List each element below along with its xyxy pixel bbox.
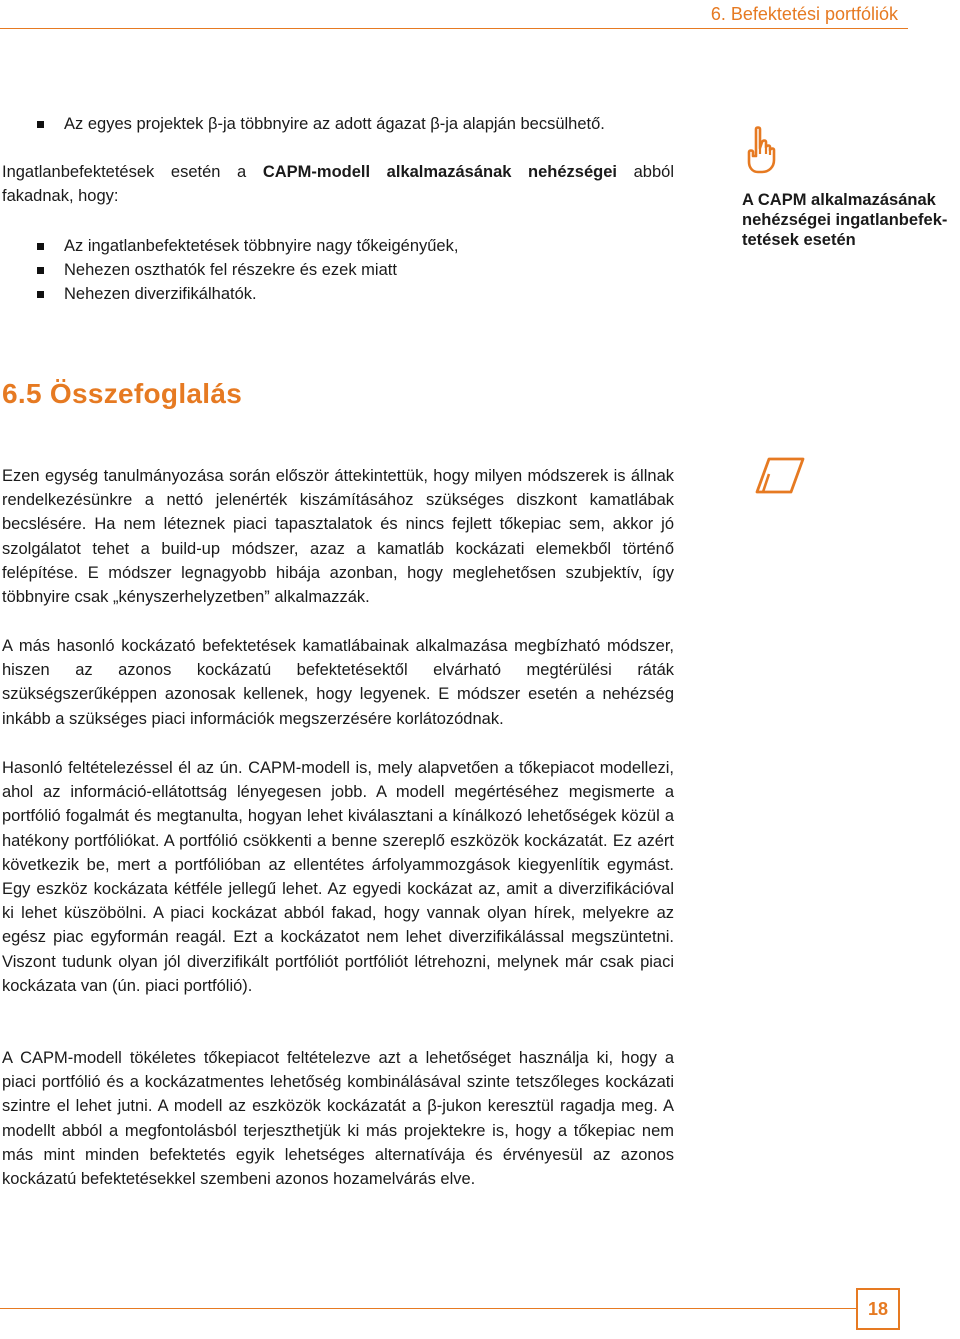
section-heading: 6.5 Összefoglalás bbox=[2, 378, 243, 409]
intro-bullet bbox=[37, 112, 605, 136]
side-note: A CAPM alkalmazásának nehézségei ingatlanbefek-tetések esetén bbox=[742, 191, 948, 249]
capm-paragraph-bold: CAPM-modell alkalmazásának nehézségei bbox=[262, 163, 618, 181]
bullet-marker bbox=[37, 291, 44, 298]
bullet-marker bbox=[37, 267, 44, 274]
summary-paragraph-2: A más hasonló kockázató befektetések kamatlábainak alkalmazása megbízható módszer, hiszen az azonos kockázatú befektetésektől elvárható megtérülési ráták szükségszerűképpen azonosak kellenek, hogy legyenek. E módszer esetén a nehézség inkább a szükséges piaci információk megszerzésére korlátozódnak. bbox=[2, 637, 674, 728]
capm-bullet-3 bbox=[37, 282, 257, 306]
capm-bullet-text: Nehezen diverzifikálhatók. bbox=[64, 285, 257, 303]
intro-bullet-text: Az egyes projektek β-ja többnyire az adott ágazat β-ja alapján becsülhető. bbox=[64, 115, 605, 133]
summary-paragraph-1: Ezen egység tanulmányozása során először áttekintettük, hogy milyen módszerek is állnak rendelkezésünkre a nettó jelenérték kiszámításához szükséges diszkont kamatlábak becslésére. Ha nem léteznek piaci tapasztalatok és nincs fejlett tőkepiac sem, akkor jó szolgálatot tehet a build-up módszer, azaz a kamatláb kockázati elemekből történő felépítése. E módszer legnagyobb hibája azonban, hogy meglehetősen szubjektív, így többnyire csak „kényszerhelyzetben” alkalmazzák. bbox=[2, 467, 674, 607]
header-divider bbox=[0, 28, 908, 29]
capm-paragraph-before: Ingatlanbefektetések esetén a bbox=[2, 163, 263, 181]
capm-bullet-text: Az ingatlanbefektetések többnyire nagy tőkeigényűek, bbox=[64, 237, 459, 255]
capm-paragraph-after: abból fakadnak, hogy: bbox=[2, 163, 674, 206]
capm-paragraph bbox=[2, 160, 674, 208]
chapter-header-title: 6. Befektetési portfóliók bbox=[710, 4, 898, 24]
summary-paragraph-4: A CAPM-modell tökéletes tőkepiacot feltételezve azt a lehetőséget használja ki, hogy a piaci portfólió és a kockázatmentes lehetőség kombinálásával szinte tetszőleges kockázati szintre el lehet jutni. A modell az eszközök kockázatát a β-jukon keresztül ragadja meg. A modellt abból a megfontolásból terjeszthetjük ki más projektekre is, hogy a tőkepiac nem más mint minden befektetés egyik lehetséges alternatívája és érvényesül az azonos kockázatú befektetésekkel szembeni azonos hozamelvárás elve. bbox=[2, 1049, 674, 1189]
page-number-box bbox=[856, 1288, 900, 1330]
pointing-hand-icon bbox=[744, 126, 778, 174]
capm-bullet-text: Nehezen oszthatók fel részekre és ezek miatt bbox=[64, 261, 397, 279]
pencil-icon bbox=[755, 456, 807, 498]
bullet-marker bbox=[37, 121, 44, 128]
page-footer-divider bbox=[0, 1308, 856, 1309]
page-number: 18 bbox=[867, 1298, 889, 1319]
summary-paragraph-3: Hasonló feltételezéssel él az ún. CAPM-modell is, mely alapvetően a tőkepiacot modellezi, ahol az információ-ellátottság lényegesen jobb. A modell megértéséhez megismerte a portfólió fogalmát és megtanulta, hogyan lehet kiválasztani a kínálkozó lehetőségek közül a hatékony portfóliókat. A portfólió csökkenti a benne szereplő eszközök kockázatát. Ez azért következik be, mert a portfólióban az ellentétes árfolyammozgások kiegyenlítik egymást. Egy eszköz kockázata kétféle jellegű lehet. Az egyedi kockázat az, amit a diverzifikációval ki lehet küszöbölni. A piaci kockázat abból fakad, hogy vannak olyan hírek, melyekre az egész piac egyformán reagál. Ezt a kockázatot nem lehet diverzifikálással megszüntetni. Viszont tudunk olyan jól diverzifikált portfóliót portfóliót létrehozni, melynek már csak piaci kockázata van (ún. piaci portfólió). bbox=[2, 759, 674, 995]
capm-bullet-2 bbox=[37, 258, 397, 282]
bullet-marker bbox=[37, 243, 44, 250]
capm-bullet-1 bbox=[37, 234, 458, 258]
